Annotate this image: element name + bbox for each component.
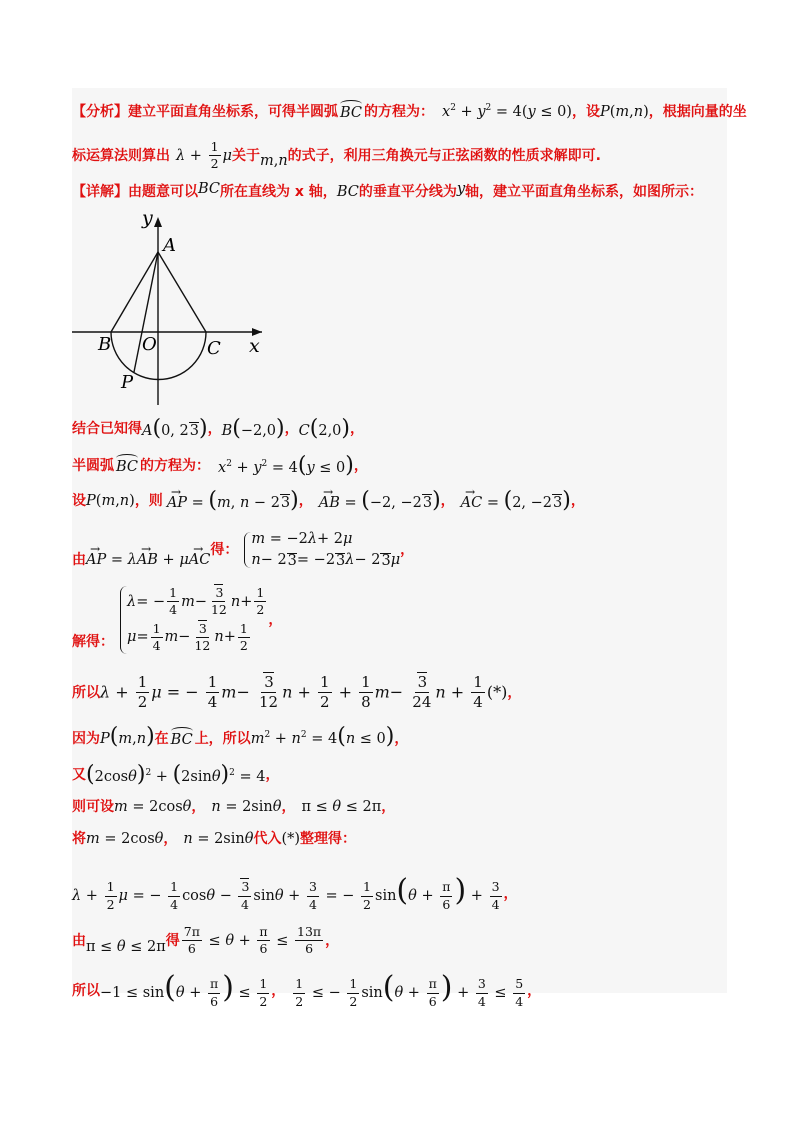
segment-ab	[111, 252, 158, 332]
y-axis-arrow	[154, 217, 162, 227]
segment-ac	[158, 252, 206, 332]
equation-system-1: m = −2 λ + 2 μ n − 2 3 = −2 3 λ − 2 3 μ	[244, 532, 400, 568]
analysis-line-1: 【分析】 建立平面直角坐标系，可得半圆弧 BC 的方程为： $x^2 + y^2 = 4(y \le 0)$ ，设 P(m,n) ，根据向量的坐	[72, 103, 747, 121]
step-plug-in: 将 m = 2cosθ ， n = 2sinθ 代入 (*) 整理得：	[72, 831, 357, 848]
step-substitution: 则可设 m = 2cosθ ， n = 2sinθ ， π ≤ θ ≤ 2π ，	[72, 799, 396, 816]
step-vectors: 设 P(m,n) ，则 AP → = (m, n − 23) ， AB → = (−2, −23) ， AC → = (2, −23) ，	[72, 490, 585, 512]
step-final: 所以 −1 ≤ sin(θ + $\frac{\pi}{6}$ ) ≤ $\frac{1}{2}$ ， $\frac{1}{2}$ ≤ − $\frac{1}{2}$ sin(θ + $\frac{\pi}{6}$ ) + $\frac{3}{4}$ ≤ $\frac{5}{4}$ ，	[72, 970, 542, 1009]
step-expression: 所以 λ + $\frac{1}{2}$ μ = − $\frac{1}{4}$ m− $\frac{3}{12}$ n + $\frac{1}{2}$ + $\frac{1}{8}$ m− $\frac{3}{24}$ n + $\frac{1}{4}$ (*) ，	[72, 673, 522, 712]
detail-label: 【详解】	[72, 184, 128, 201]
step-semicircle: 半圆弧 BC 的方程为： $x^2 + y^2 = 4(y \le 0)$ ，	[72, 453, 368, 478]
step-system-1: 由 AP → = λAB → + μAC → 得： m = −2 λ + 2 μ n − 2 3 = −2 3 λ − 2 3 μ ，	[72, 532, 414, 568]
step-identity: 又 $(2\cos\theta)^2 + (2\sin\theta)^2 = 4$ ，	[72, 762, 280, 787]
label-o: O	[142, 334, 157, 355]
step-simplified: λ + $\frac{1}{2}$ μ = − $\frac{1}{4}$ cosθ − $\frac{3}{4}$ sinθ + $\frac{3}{4}$ = − $\frac{1}{2}$ sin(θ + $\frac{\pi}{6}$ ) + $\frac{3}{4}$ ，	[72, 873, 518, 912]
step-points: 结合已知得 A(0, 23) ， B(−2,0) ， C(2,0) ，	[72, 416, 364, 441]
step-on-arc: 因为 P(m,n) 在 BC 上，所以 $m^2 + n^2 = 4(n \le 0)$ ，	[72, 724, 409, 749]
analysis-label: 【分析】	[72, 103, 128, 120]
label-b: B	[98, 334, 112, 355]
label-y: y	[142, 207, 153, 229]
label-a: A	[163, 235, 176, 256]
point-p: P(m,n)	[599, 103, 649, 120]
label-c: C	[207, 338, 221, 359]
detail-line: 【详解】 由题意可以 BC 所在直线为 x 轴， BC 的垂直平分线为 y 轴，建立平面直角坐标系，如图所示：	[72, 181, 704, 201]
step-range: 由 π ≤ θ ≤ 2π 得 $\frac{7\pi}{6}$ ≤ θ + $\frac{\pi}{6}$ ≤ $\frac{13\pi}{6}$ ，	[72, 924, 340, 957]
equation-system-2: λ = − $\frac{1}{4}$ m − $\frac{3}{12}$ n + $\frac{1}{2}$ μ = $\frac{1}{4}$ m − $\frac{3}{12}$ n + $\frac{1}{2}$	[120, 586, 268, 654]
semicircle-equation: $x^2 + y^2 = 4(y \le 0)$	[442, 103, 572, 120]
geometry-diagram	[72, 205, 282, 405]
arc-bc: BC	[340, 105, 363, 121]
label-p: P	[121, 372, 134, 393]
step-solution: 解得： λ = − $\frac{1}{4}$ m − $\frac{3}{12}$ n + $\frac{1}{2}$ μ = $\frac{1}{4}$ m − $\frac{3}{12}$ n + $\frac{1}{2}$ ，	[72, 585, 283, 654]
label-x: x	[249, 335, 260, 357]
analysis-line-2: 标运算法则算出 λ + $\frac{1}{2}$ μ 关于 m,n 的式子，利用三角换元与正弦函数的性质求解即可.	[72, 139, 601, 172]
lambda-half-mu: λ + $\frac{1}{2}$ μ	[176, 139, 232, 172]
